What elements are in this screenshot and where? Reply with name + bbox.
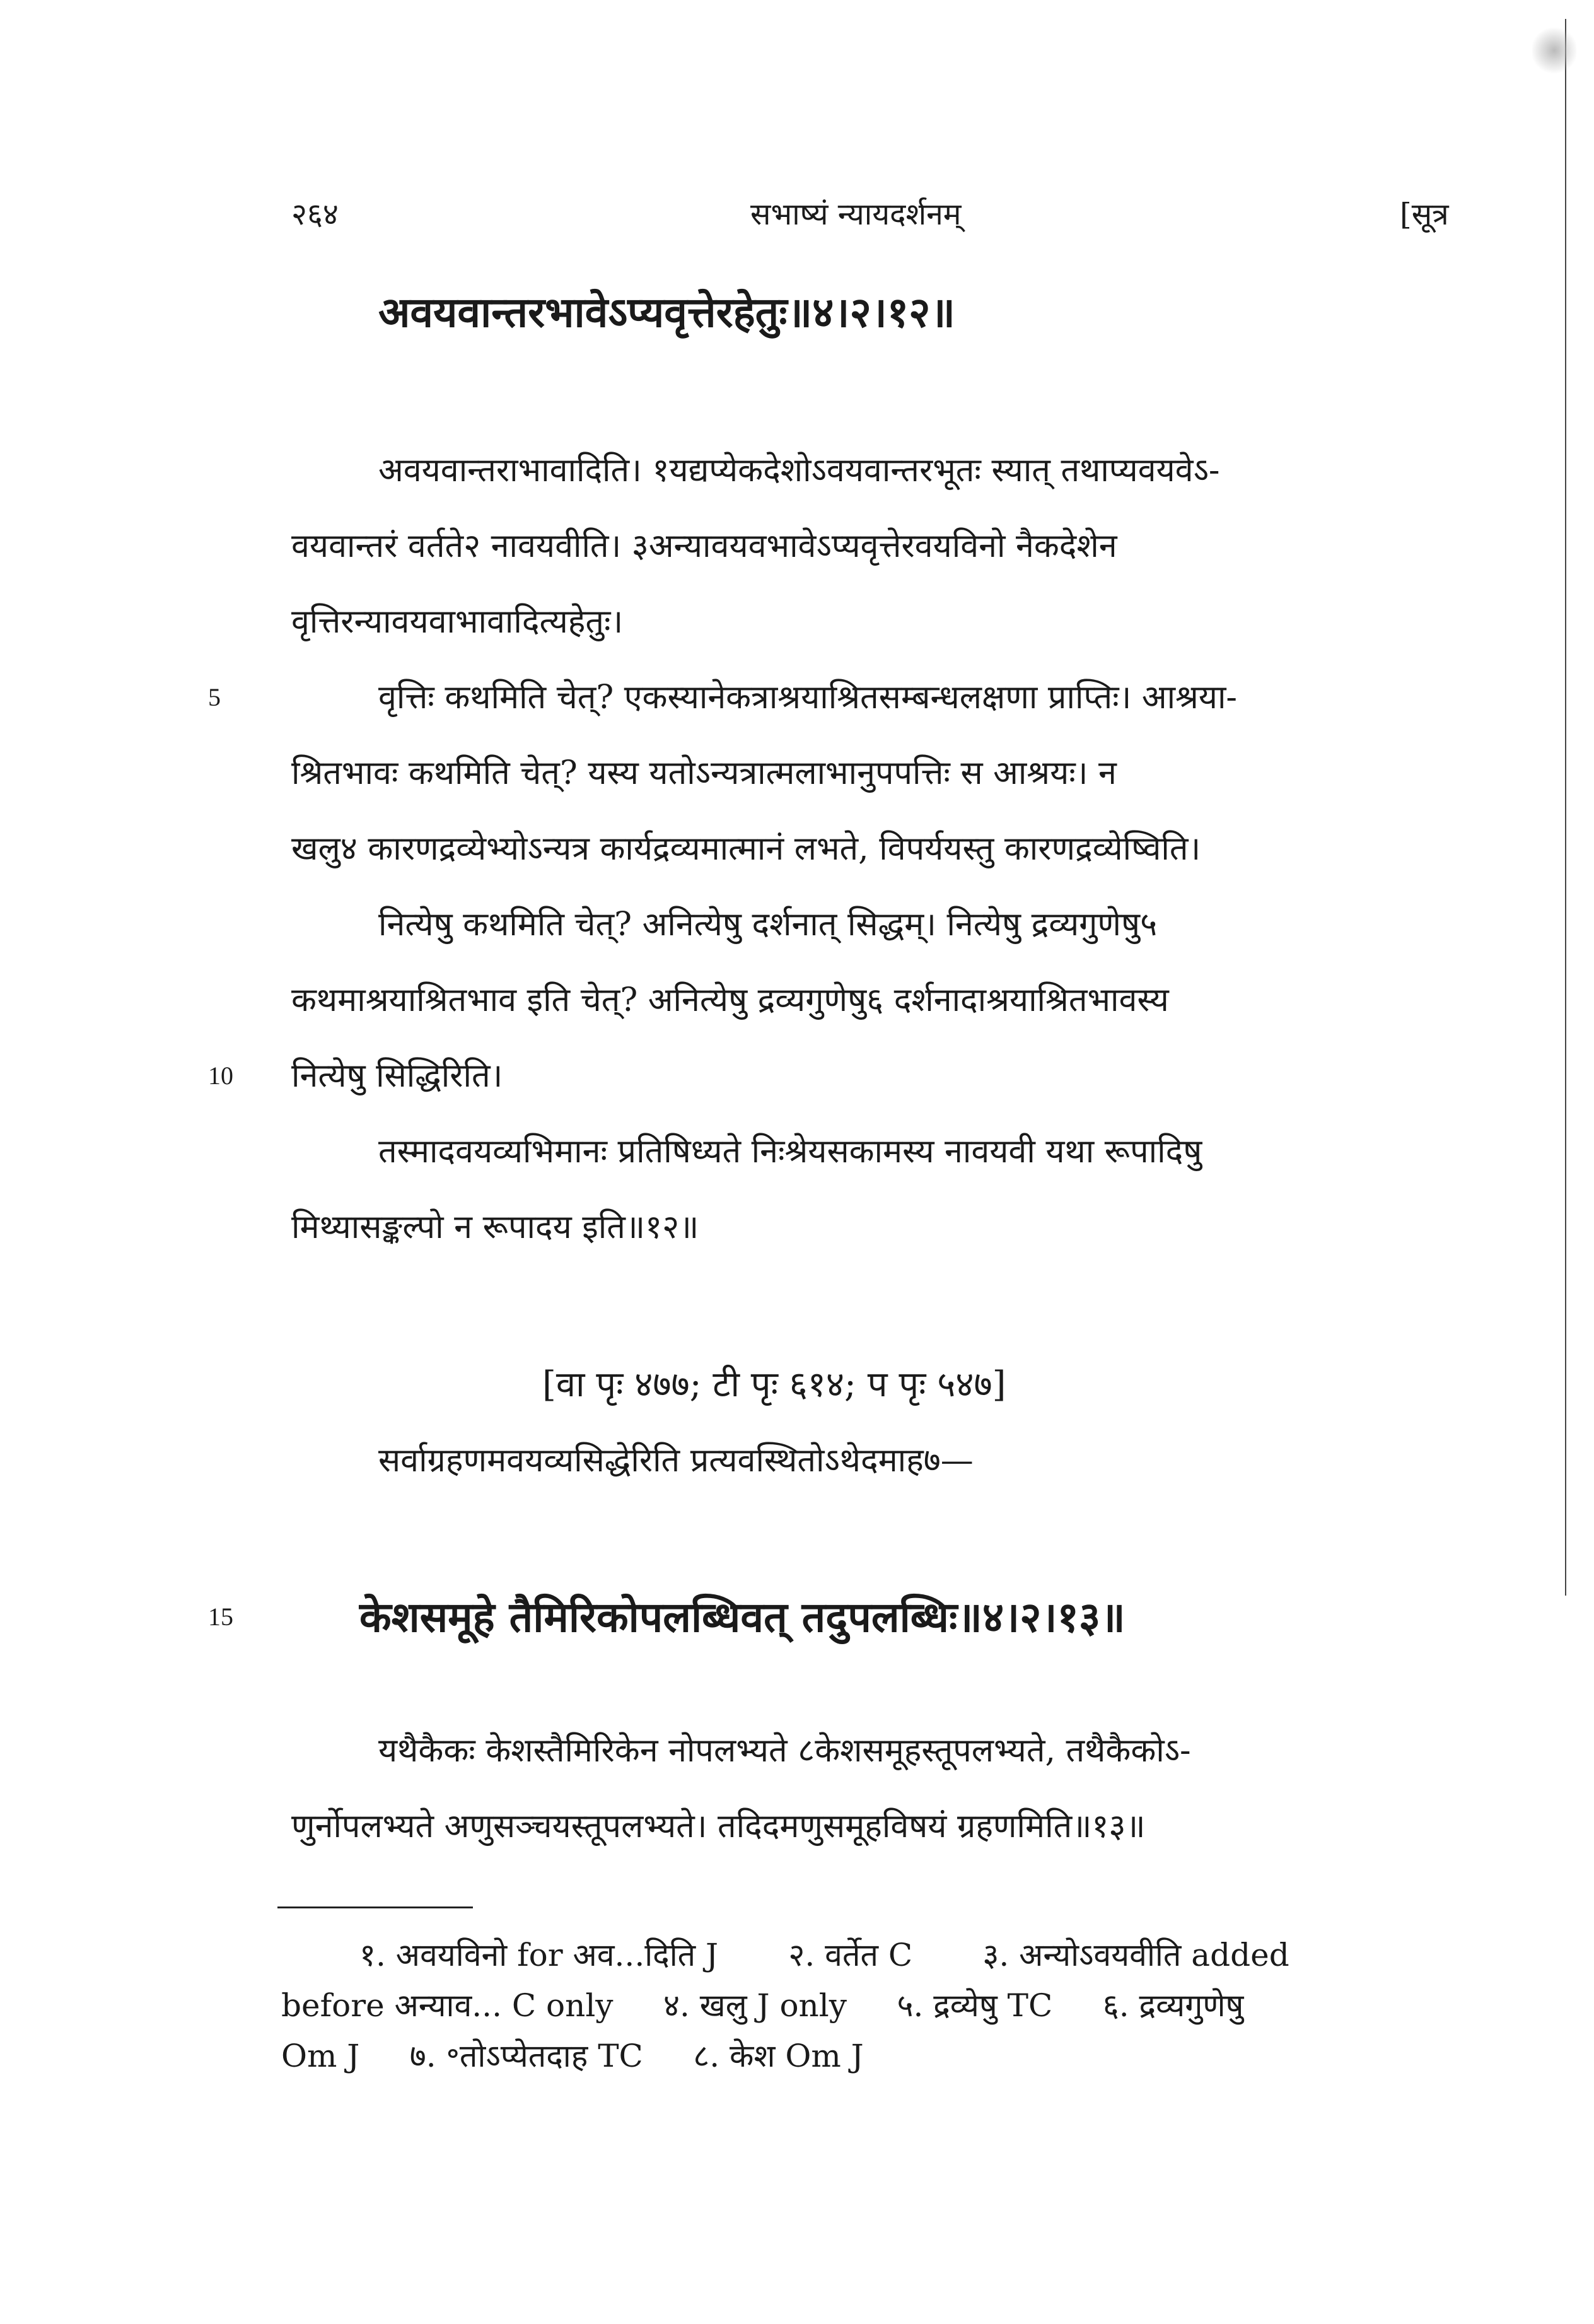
text-line: कथमाश्रयाश्रितभाव इति चेत्? अनित्येषु द्रव्यगुणेषु६ दर्शनादाश्रयाश्रितभावस्य bbox=[291, 981, 1169, 1019]
text-line: वृत्तिः कथमिति चेत्? एकस्यानेकत्राश्रयाश्रितसम्बन्धलक्षणा प्राप्तिः। आश्रया- bbox=[378, 679, 1238, 716]
text-line: अवयवान्तराभावादिति। १यद्यप्येकदेशोऽवयवान्तरभूतः स्यात् तथाप्यवयवेऽ- bbox=[378, 452, 1220, 489]
text-line: नित्येषु सिद्धिरिति। bbox=[291, 1057, 503, 1095]
intro-line: सर्वाग्रहणमवयव्यसिद्धेरिति प्रत्यवस्थितोऽथेदमाह७— bbox=[378, 1442, 974, 1480]
scan-speck bbox=[1532, 25, 1576, 76]
footnote-rule bbox=[277, 1906, 473, 1908]
footnote-line: १. अवयविनो for अव...दिति J २. वर्तेत C ३. अन्योऽवयवीति added bbox=[359, 1937, 1289, 1973]
text-line: णुर्नोपलभ्यते अणुसञ्चयस्तूपलभ्यते। तदिदमणुसमूहविषयं ग्रहणमिति॥१३॥ bbox=[291, 1807, 1146, 1845]
text-line: वृत्तिरन्यावयवाभावादित्यहेतुः। bbox=[291, 603, 624, 641]
commentary-reference: [वा पृः ४७७; टी पृः ६१४; प पृः ५४७] bbox=[542, 1364, 1006, 1405]
running-title: सभाष्यं न्यायदर्शनम् bbox=[750, 197, 962, 232]
line-number: 5 bbox=[208, 683, 221, 711]
sutra-13-heading: केशसमूहे तैमिरिकोपलब्धिवत् तदुपलब्धिः॥४।२।१३॥ bbox=[359, 1592, 1126, 1642]
footnote-line: before अन्याव... C only ४. खलु J only ५. द्रव्येषु TC ६. द्रव्यगुणेषु bbox=[281, 1987, 1244, 2024]
footnote-line: Om J ७. ॰तोऽप्येतदाह TC ८. केश Om J bbox=[281, 2038, 864, 2074]
sutra-12-heading: अवयवान्तरभावेऽप्यवृत्तेरहेतुः॥४।२।१२॥ bbox=[378, 288, 955, 337]
text-line: वयवान्तरं वर्तते२ नावयवीति। ३अन्यावयवभावेऽप्यवृत्तेरवयविनो नैकदेशेन bbox=[291, 527, 1117, 565]
text-line: नित्येषु कथमिति चेत्? अनित्येषु दर्शनात् सिद्धम्। नित्येषु द्रव्यगुणेषु५ bbox=[378, 906, 1158, 943]
text-line: खलु४ कारणद्रव्येभ्योऽन्यत्र कार्यद्रव्यमात्मानं लभते, विपर्ययस्तु कारणद्रव्येष्विति। bbox=[291, 830, 1201, 868]
page-edge-line bbox=[1565, 19, 1566, 1596]
text-line: यथैकैकः केशस्तैमिरिकेन नोपलभ्यते ८केशसमूहस्तूपलभ्यते, तथैकैकोऽ- bbox=[378, 1732, 1191, 1770]
text-line: श्रितभावः कथमिति चेत्? यस्य यतोऽन्यत्रात्मलाभानुपपत्तिः स आश्रयः। न bbox=[291, 754, 1117, 792]
page-number: २६४ bbox=[291, 197, 339, 232]
line-number: 10 bbox=[208, 1061, 233, 1090]
text-line: तस्मादवयव्यभिमानः प्रतिषिध्यते निःश्रेयसकामस्य नावयवी यथा रूपादिषु bbox=[378, 1133, 1202, 1171]
line-number: 15 bbox=[208, 1603, 233, 1631]
section-marker: [सूत्र bbox=[1400, 197, 1449, 232]
text-line: मिथ्यासङ्कल्पो न रूपादय इति॥१२॥ bbox=[291, 1208, 699, 1246]
